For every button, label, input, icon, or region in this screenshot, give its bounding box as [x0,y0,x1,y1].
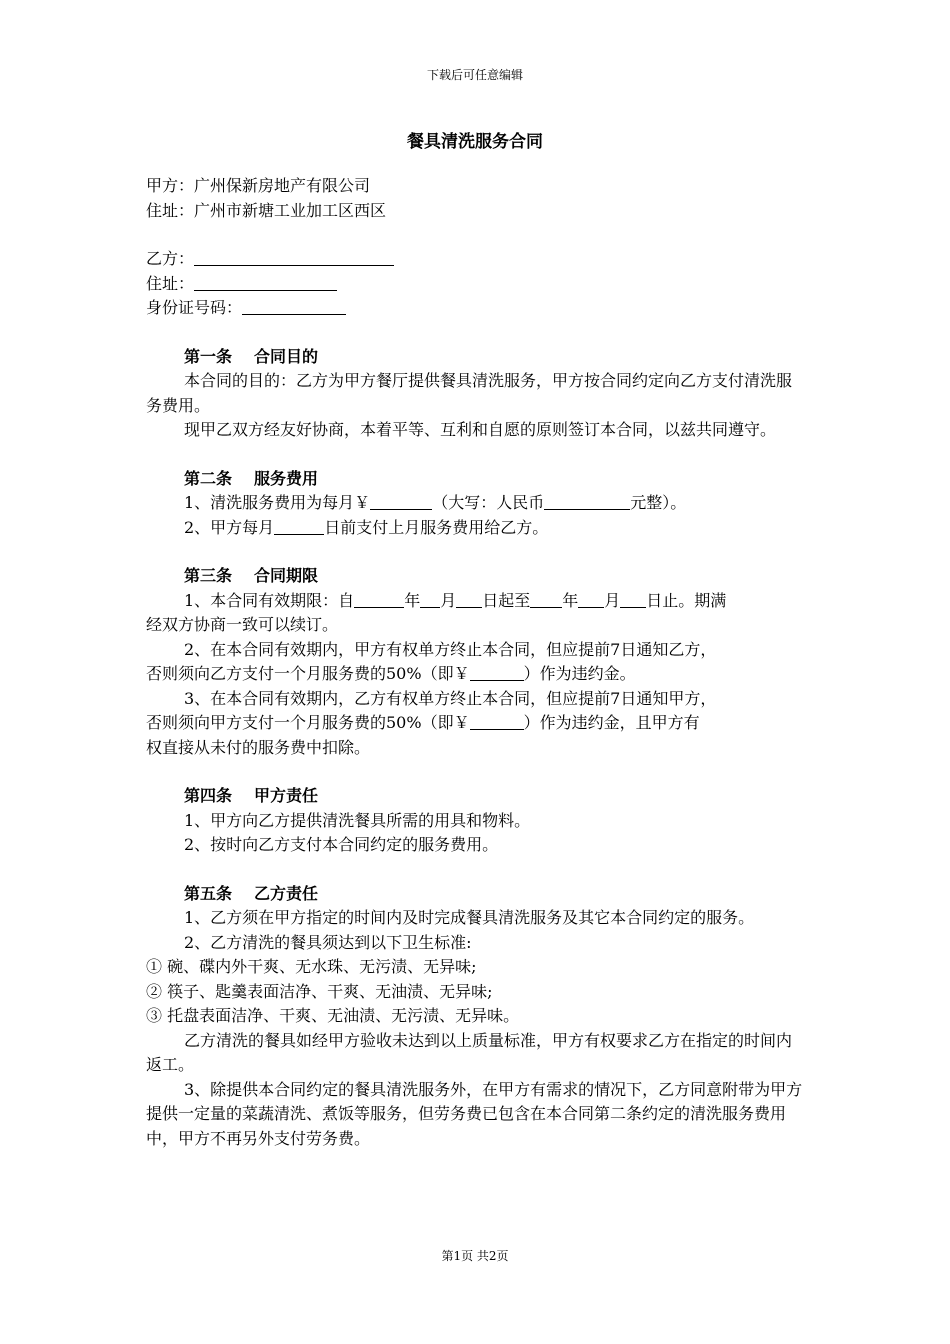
party-a-address: 广州市新塘工业加工区西区 [194,200,387,220]
article-2-item-1: 1、清洗服务费用为每月￥ （大写：人民币 元整）。 [184,493,687,512]
party-b-address-label: 住址： [146,273,195,293]
payment-day-blank[interactable] [274,518,324,535]
start-month-blank[interactable] [420,591,440,608]
party-b-penalty-blank[interactable] [470,713,524,730]
end-year-blank[interactable] [530,591,562,608]
fee-in-words-blank[interactable] [544,493,630,510]
contract-title: 餐具清洗服务合同 [407,132,543,152]
article-5-item-1: 1、乙方须在甲方指定的时间内及时完成餐具清洗服务及其它本合同约定的服务。 [184,908,755,927]
end-day-blank[interactable] [620,591,646,608]
article-3-item-2-cont: 否则须向乙方支付一个月服务费的50%（即￥ ）作为违约金。 [146,664,636,683]
party-a-line [146,174,806,199]
article-3-item-2: 2、在本合同有效期内，甲方有权单方终止本合同，但应提前7日通知乙方， [184,639,717,659]
article-3-item-1-cont: 经双方协商一致可以续订。 [146,615,339,634]
article-5-paragraph: 乙方清洗的餐具如经甲方验收未达到以上质量标准，甲方有权要求乙方在指定的时间内返工。 [146,1030,793,1074]
article-4-heading: 第四条 甲方责任 [184,786,319,805]
article-3-heading: 第三条 合同期限 [184,566,319,585]
start-year-blank[interactable] [354,591,404,608]
party-b-line [146,247,806,272]
contract-body [146,174,806,1151]
party-a-address-label: 住址： [146,200,195,220]
article-4-item-1: 1、甲方向乙方提供清洗餐具所需的用具和物料。 [184,810,531,830]
article-5-item-3: 3、除提供本合同约定的餐具清洗服务外，在甲方有需求的情况下，乙方同意附带为甲方提供一定量的菜蔬清洗、煮饭等服务，但劳务费已包含在本合同第二条约定的清洗服务费用中，甲方不再另外支付劳务费。 [146,1079,803,1148]
party-b-id-line [146,296,806,321]
article-5-standard-1: ① 碗、碟内外干爽、无水珠、无污渍、无异味; [146,957,477,976]
article-3-item-3-cont: 否则须向甲方支付一个月服务费的50%（即￥ ）作为违约金，且甲方有 [146,713,700,732]
page-header: 下载后可任意编辑 [426,68,523,82]
article-5-item-2: 2、乙方清洗的餐具须达到以下卫生标准: [184,932,472,952]
article-1-paragraph-1: 本合同的目的：乙方为甲方餐厅提供餐具清洗服务，甲方按合同约定向乙方支付清洗服务费用。 [146,371,793,415]
party-b-label: 乙方： [146,249,195,268]
article-5-standard-2: ② 筷子、匙羹表面洁净、干爽、无油渍、无异味; [146,981,493,1001]
end-month-blank[interactable] [578,591,604,608]
article-5-heading: 第五条 乙方责任 [184,883,319,903]
article-3-item-3-end: 权直接从未付的服务费中扣除。 [146,737,371,757]
article-2-item-2: 2、甲方每月 日前支付上月服务费用给乙方。 [184,517,549,537]
start-day-blank[interactable] [456,591,482,608]
article-1-heading: 第一条 合同目的 [184,346,319,366]
article-2-heading: 第二条 服务费用 [184,468,319,488]
party-b-address-blank[interactable] [194,274,337,291]
party-a-penalty-blank[interactable] [470,664,524,681]
monthly-fee-blank[interactable] [370,493,432,510]
party-b-id-blank[interactable] [242,298,346,315]
party-b-name-blank[interactable] [194,249,394,266]
party-a-label: 甲方： [146,176,195,195]
party-a-address-line [146,199,806,224]
article-3-item-1: 1、本合同有效期限：自 年 月 日起至 年 月 日止。期满 [184,590,727,610]
article-4-item-2: 2、按时向乙方支付本合同约定的服务费用。 [184,835,499,854]
article-1-paragraph-2: 现甲乙双方经友好协商，本着平等、互利和自愿的原则签订本合同，以兹共同遵守。 [184,420,777,439]
article-3-item-3: 3、在本合同有效期内，乙方有权单方终止本合同，但应提前7日通知甲方， [184,688,717,708]
party-a-name: 广州保新房地产有限公司 [194,176,371,195]
party-b-id-label: 身份证号码： [146,298,243,317]
article-5-standard-3: ③ 托盘表面洁净、干爽、无油渍、无污渍、无异味。 [146,1006,520,1025]
page-footer: 第1页 共2页 [441,1249,509,1263]
party-b-address-line [146,272,806,297]
